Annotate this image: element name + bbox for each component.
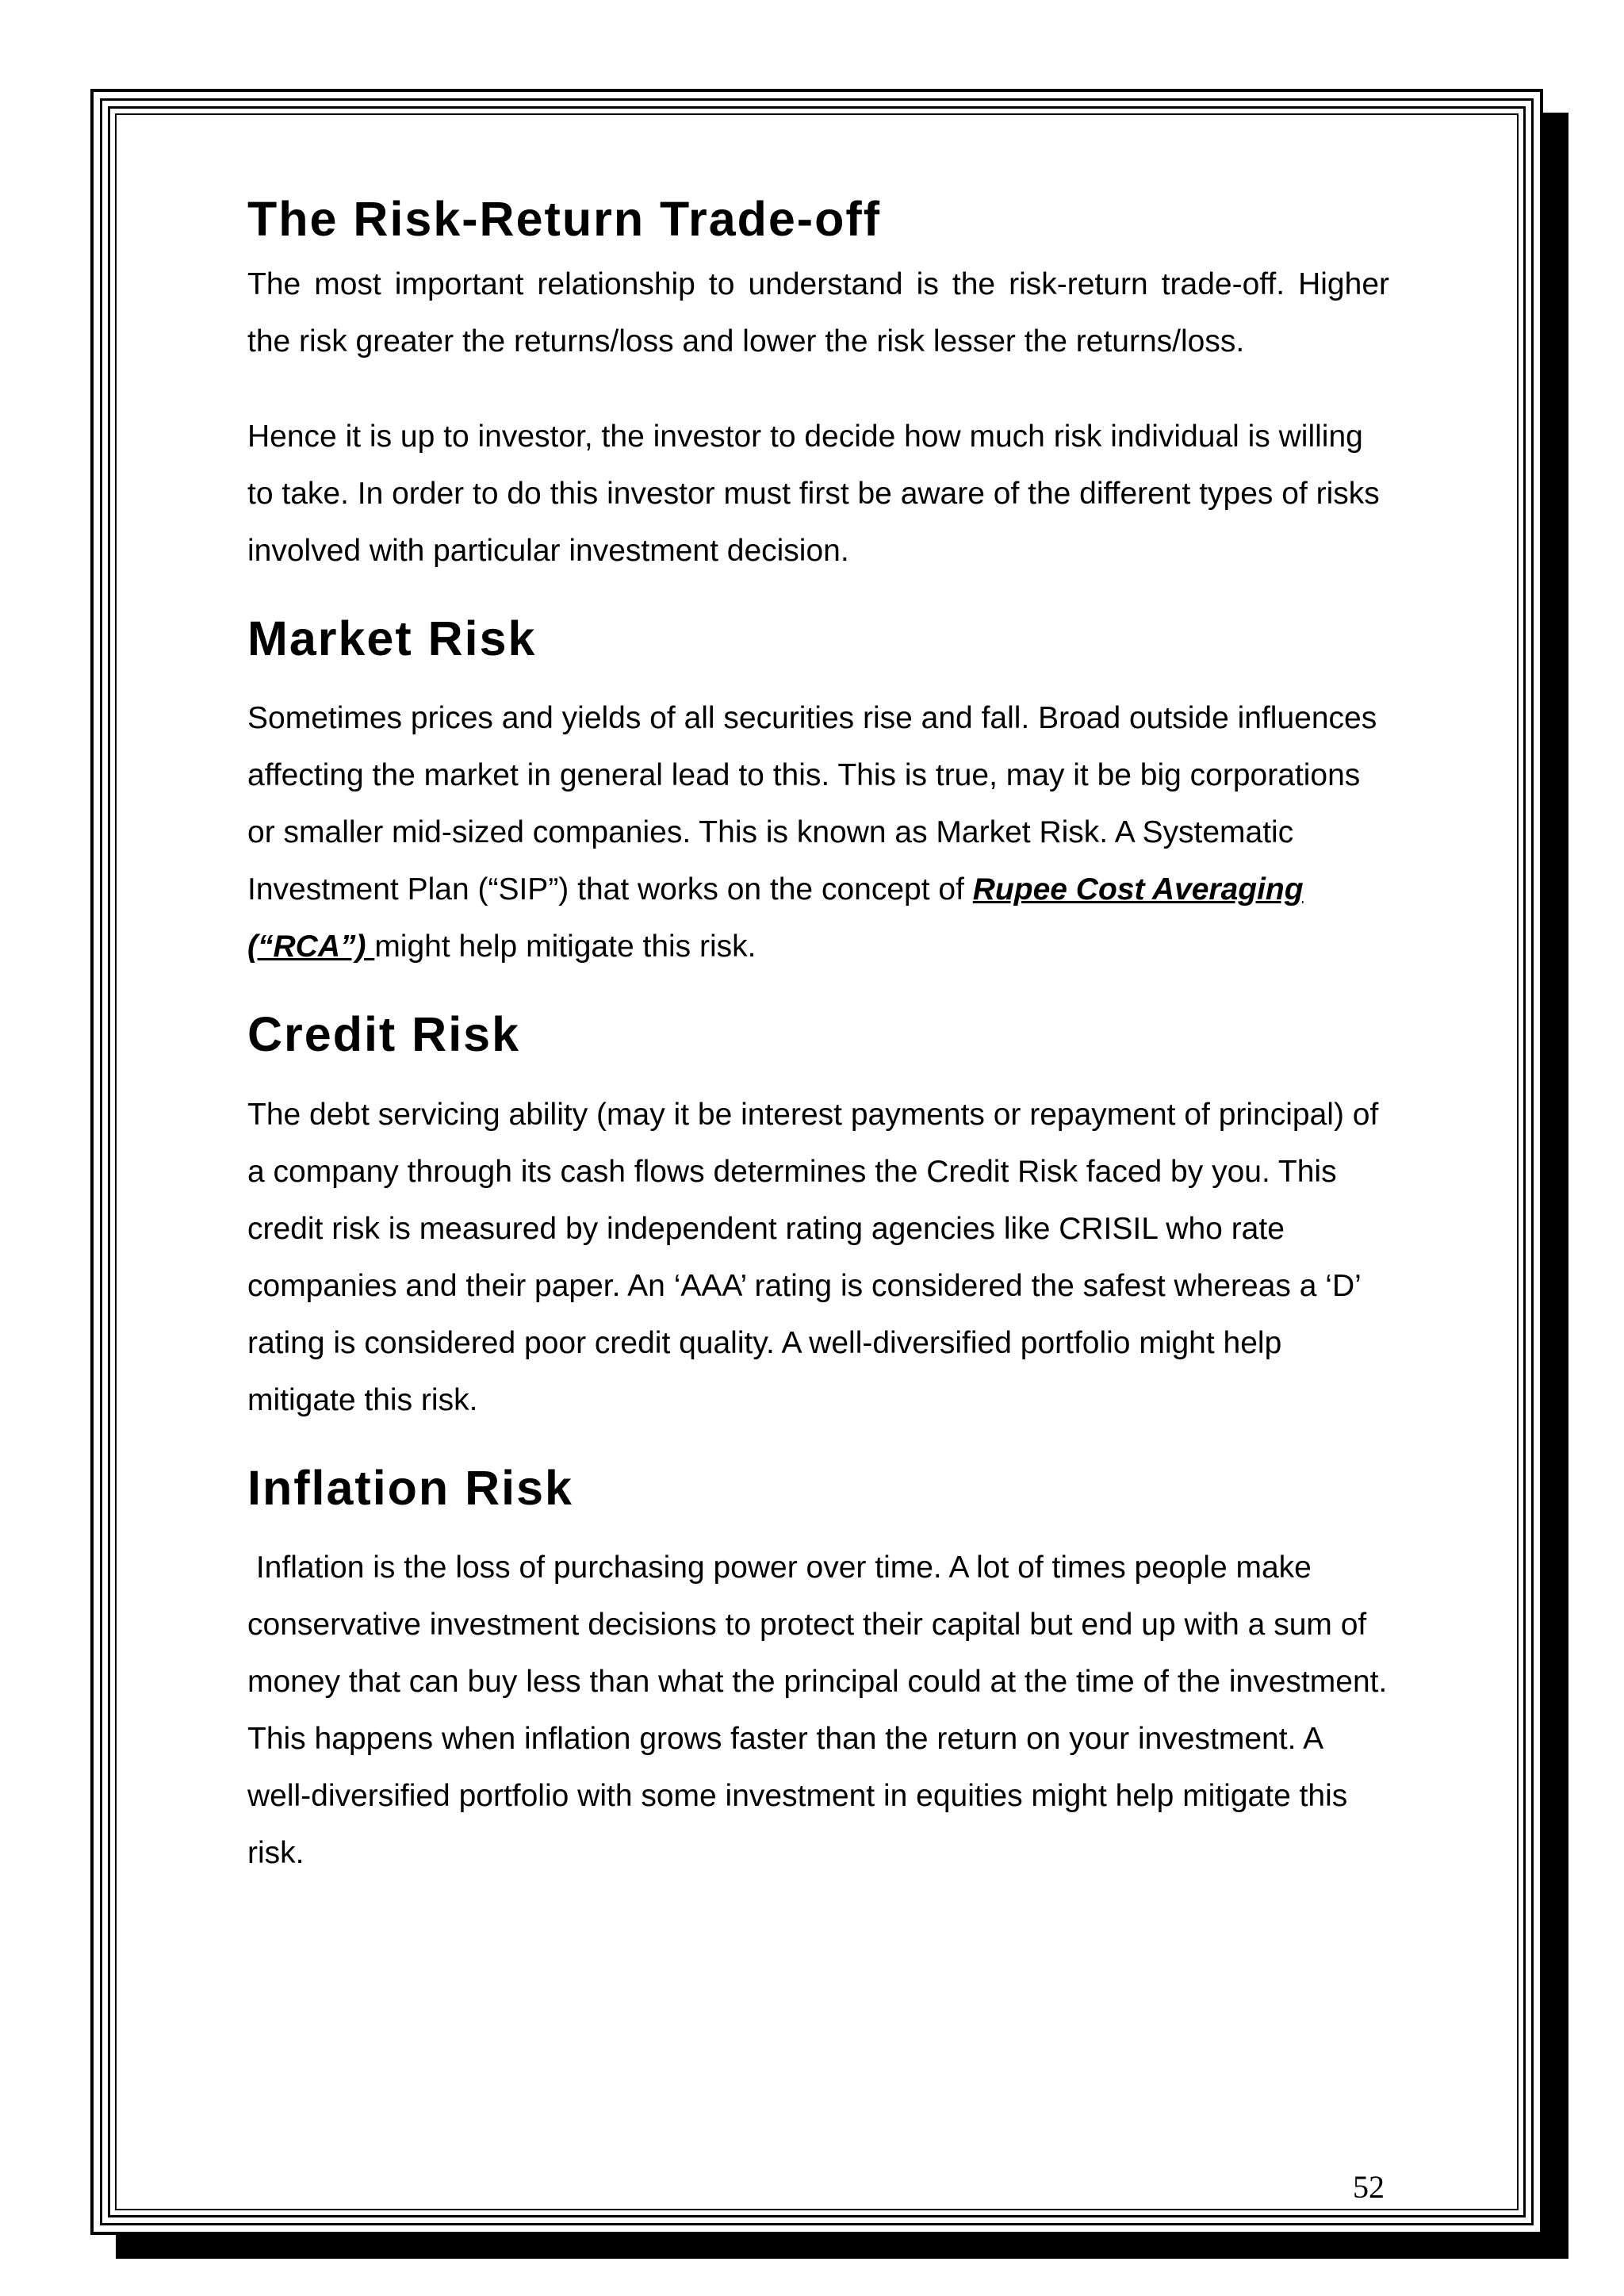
section-inflation-risk	[247, 1459, 1389, 1882]
paragraph: The most important relationship to understand is the risk-return trade-off. Higher the risk greater the returns/loss and lower the risk lesser the returns/loss.	[247, 267, 1389, 359]
section-market-risk	[247, 610, 1389, 976]
section-risk-return-tradeoff	[247, 190, 1389, 580]
rca-emphasis: Rupee Cost Averaging (“RCA”)	[247, 872, 1304, 964]
page-number: 52	[1353, 2169, 1385, 2205]
paragraph: The debt servicing ability (may it be interest payments or repayment of principal) of a company through its cash flows determines the Credit Risk faced by you. This credit risk is measured by independent rating agencies like CRISIL who rate companies and their paper. An ‘AAA’ rating is considered the safest whereas a ‘D’ rating is considered poor credit quality. A well-diversified portfolio might help mitigate this risk.	[247, 1097, 1379, 1417]
paragraph: Hence it is up to investor, the investor to decide how much risk individual is willing to take. In order to do this investor must first be aware of the different types of risks involved with particular investment decision.	[247, 420, 1380, 569]
paragraph-text: might help mitigate this risk.	[374, 930, 756, 964]
section-heading: Market Risk	[247, 611, 537, 666]
paragraph	[247, 690, 1389, 976]
paragraph-text: Sometimes prices and yields of all securities rise and fall. Broad outside influences affecting the market in general lead to this. This is true, may it be big corporations or smaller mid-sized companies. This is known as Market Risk. A Systematic Investment Plan (“SIP”) that works on the concept of	[247, 701, 1377, 907]
section-heading: The Risk-Return Trade-off	[247, 192, 882, 246]
section-credit-risk	[247, 1006, 1389, 1428]
section-heading: Credit Risk	[247, 1007, 521, 1062]
section-heading: Inflation Risk	[247, 1460, 573, 1515]
paragraph: Inflation is the loss of purchasing power over time. A lot of times people make conservative investment decisions to protect their capital but end up with a sum of money that can buy less than what the principal could at the time of the investment. This happens when inflation grows faster than the return on your investment. A well-diversified portfolio with some investment in equities might help mitigate this risk.	[247, 1550, 1388, 1870]
page-content	[247, 190, 1389, 1882]
